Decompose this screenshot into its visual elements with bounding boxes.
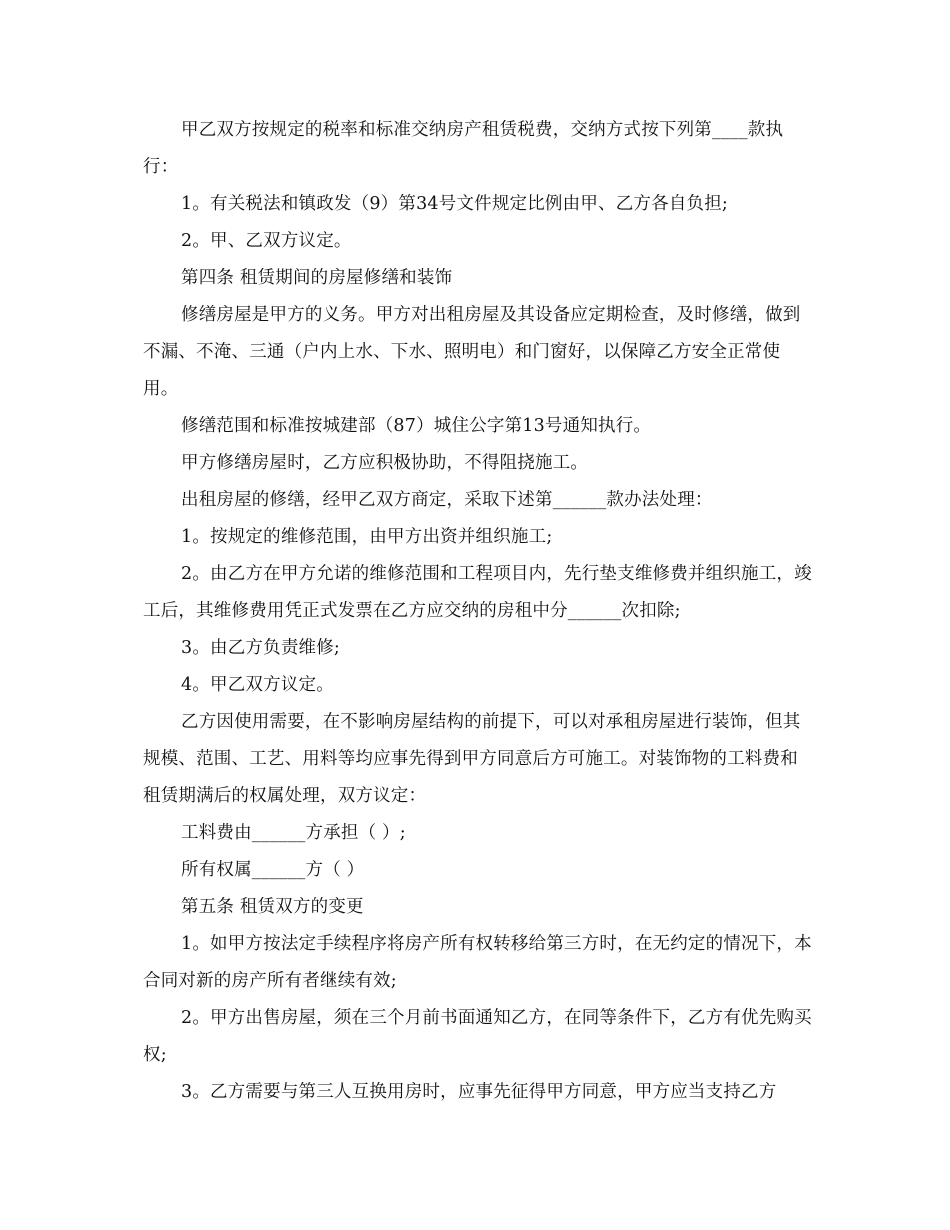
section-heading-article-5: 第五条 租赁双方的变更 bbox=[181, 897, 364, 917]
paragraph-material-cost: 工料费由______方承担（ ）; bbox=[181, 823, 406, 843]
list-item-repair-2: 2。由乙方在甲方允诺的维修范围和工程项目内，先行垫支维修费并组织施工，竣工后，其维修费用凭正式发票在乙方应交纳的房租中分______次扣除; bbox=[143, 564, 812, 621]
paragraph-ownership: 所有权属______方（ ） bbox=[181, 860, 365, 880]
list-item-tax-2: 2。甲、乙双方议定。 bbox=[181, 231, 352, 251]
list-item-repair-3: 3。由乙方负责维修; bbox=[181, 638, 341, 658]
list-item-tax-1: 1。有关税法和镇政发（9）第34号文件规定比例由甲、乙方各自负担; bbox=[181, 194, 729, 214]
paragraph-decoration: 乙方因使用需要，在不影响房屋结构的前提下，可以对承租房屋进行装饰，但其规模、范围、工艺、用料等均应事先得到甲方同意后方可施工。对装饰物的工料费和租赁期满后的权属处理，双方议定： bbox=[143, 712, 801, 806]
document-body bbox=[143, 112, 813, 1111]
paragraph-repair-scope: 修缮范围和标准按城建部（87）城住公字第13号通知执行。 bbox=[181, 416, 652, 436]
list-item-change-3: 3。乙方需要与第三人互换用房时，应事先征得甲方同意，甲方应当支持乙方 bbox=[181, 1082, 777, 1102]
list-item-repair-1: 1。按规定的维修范围，由甲方出资并组织施工; bbox=[181, 527, 553, 547]
paragraph-tax-payment: 甲乙双方按规定的税率和标准交纳房产租赁税费，交纳方式按下列第____款执行： bbox=[143, 120, 784, 177]
paragraph-repair-duty: 修缮房屋是甲方的义务。甲方对出租房屋及其设备应定期检查，及时修缮，做到不漏、不淹、三通（户内上水、下水、照明电）和门窗好，以保障乙方安全正常使用。 bbox=[143, 305, 801, 399]
list-item-repair-4: 4。甲乙双方议定。 bbox=[181, 675, 334, 695]
list-item-change-2: 2。甲方出售房屋，须在三个月前书面通知乙方，在同等条件下，乙方有优先购买权; bbox=[143, 1008, 812, 1065]
paragraph-repair-method: 出租房屋的修缮，经甲乙双方商定，采取下述第______款办法处理： bbox=[181, 490, 713, 510]
paragraph-repair-cooperation: 甲方修缮房屋时，乙方应积极协助，不得阻挠施工。 bbox=[181, 453, 589, 473]
list-item-change-1: 1。如甲方按法定手续程序将房产所有权转移给第三方时，在无约定的情况下，本合同对新的房产所有者继续有效; bbox=[143, 934, 812, 991]
section-heading-article-4: 第四条 租赁期间的房屋修缮和装饰 bbox=[181, 268, 453, 288]
